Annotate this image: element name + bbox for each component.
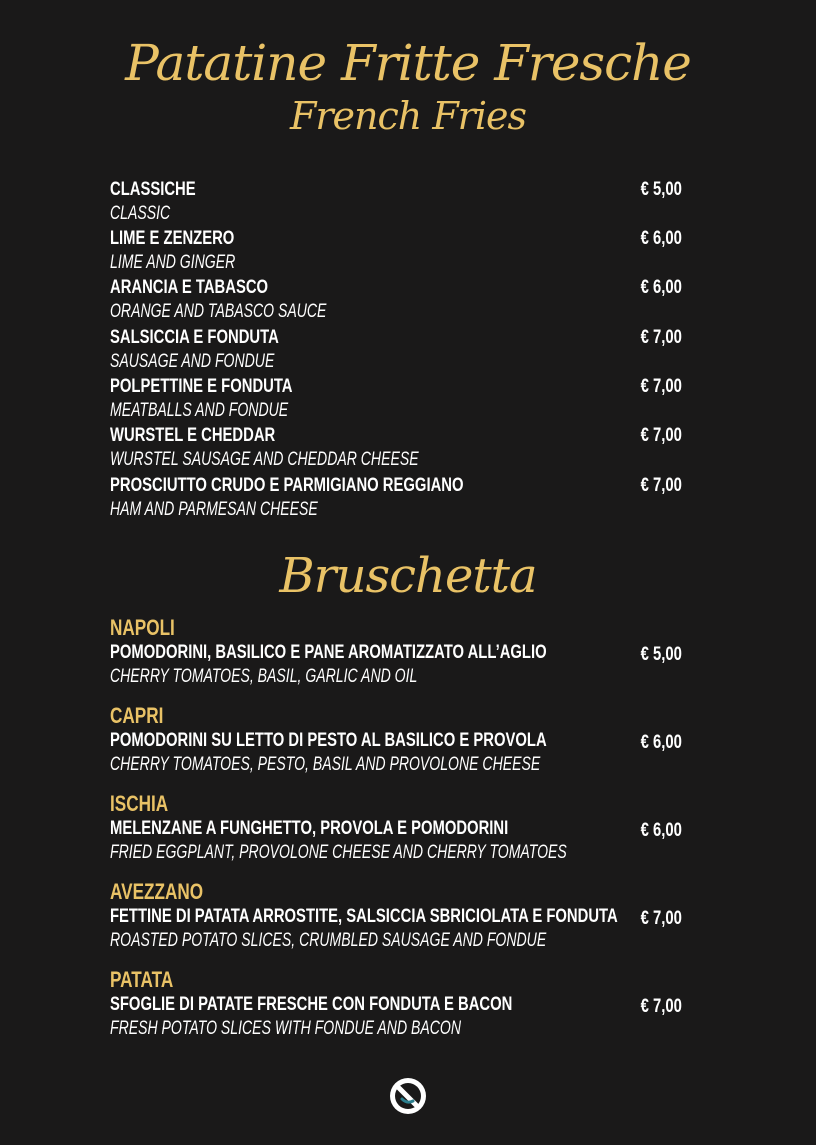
bruschetta-item [110, 615, 682, 689]
item-price: € 7,00 [640, 908, 682, 929]
item-description: CLASSIC [110, 203, 171, 224]
menu-item [110, 375, 682, 423]
menu-item [110, 326, 682, 374]
item-description: HAM AND PARMESAN CHEESE [110, 499, 318, 520]
item-description: SAUSAGE AND FONDUE [110, 351, 275, 372]
item-price: € 6,00 [640, 732, 682, 753]
item-description: CHERRY TOMATOES, BASIL, GARLIC AND OIL [110, 666, 418, 687]
item-description: WURSTEL SAUSAGE AND CHEDDAR CHEESE [110, 449, 419, 470]
item-description: CHERRY TOMATOES, PESTO, BASIL AND PROVOLONE CHEESE [110, 754, 541, 775]
item-name: PROSCIUTTO CRUDO E PARMIGIANO REGGIANO [110, 475, 464, 496]
item-price: € 7,00 [640, 327, 682, 348]
item-price: € 7,00 [640, 996, 682, 1017]
item-category: PATATA [110, 967, 174, 992]
item-name: POMODORINI, BASILICO E PANE AROMATIZZATO ALL’AGLIO [110, 642, 547, 663]
menu-item [110, 276, 682, 324]
item-price: € 6,00 [640, 228, 682, 249]
item-name: MELENZANE A FUNGHETTO, PROVOLA E POMODORINI [110, 818, 509, 839]
item-category: CAPRI [110, 703, 164, 728]
item-price: € 7,00 [640, 475, 682, 496]
bruschetta-item [110, 703, 682, 777]
item-description: ROASTED POTATO SLICES, CRUMBLED SAUSAGE AND FONDUE [110, 930, 547, 951]
item-price: € 5,00 [640, 644, 682, 665]
item-price: € 6,00 [640, 277, 682, 298]
menu-item [110, 474, 682, 522]
item-description: FRESH POTATO SLICES WITH FONDUE AND BACON [110, 1018, 462, 1039]
menu-item [110, 178, 682, 226]
menu-item [110, 424, 682, 472]
restaurant-logo-icon [389, 1077, 427, 1115]
bruschetta-title: Bruschetta [279, 548, 537, 604]
item-category: ISCHIA [110, 791, 169, 816]
item-name: CLASSICHE [110, 179, 196, 200]
item-price: € 6,00 [640, 820, 682, 841]
item-price: € 7,00 [640, 425, 682, 446]
item-description: LIME AND GINGER [110, 252, 236, 273]
item-name: POMODORINI SU LETTO DI PESTO AL BASILICO E PROVOLA [110, 730, 547, 751]
menu-item [110, 227, 682, 275]
item-name: WURSTEL E CHEDDAR [110, 425, 276, 446]
item-name: SFOGLIE DI PATATE FRESCHE CON FONDUTA E BACON [110, 994, 513, 1015]
item-name: LIME E ZENZERO [110, 228, 235, 249]
item-description: FRIED EGGPLANT, PROVOLONE CHEESE AND CHERRY TOMATOES [110, 842, 567, 863]
item-name: FETTINE DI PATATA ARROSTITE, SALSICCIA SBRICIOLATA E FONDUTA [110, 906, 618, 927]
fries-subtitle: French Fries [289, 94, 526, 138]
item-price: € 5,00 [640, 179, 682, 200]
item-name: ARANCIA E TABASCO [110, 277, 269, 298]
item-category: AVEZZANO [110, 879, 204, 904]
item-price: € 7,00 [640, 376, 682, 397]
item-name: SALSICCIA E FONDUTA [110, 327, 279, 348]
item-description: ORANGE AND TABASCO SAUCE [110, 301, 327, 322]
bruschetta-item [110, 879, 682, 953]
item-category: NAPOLI [110, 615, 175, 640]
bruschetta-item [110, 967, 682, 1041]
item-description: MEATBALLS AND FONDUE [110, 400, 289, 421]
bruschetta-item [110, 791, 682, 865]
item-name: POLPETTINE E FONDUTA [110, 376, 293, 397]
fries-title: Patatine Fritte Fresche [125, 34, 691, 92]
